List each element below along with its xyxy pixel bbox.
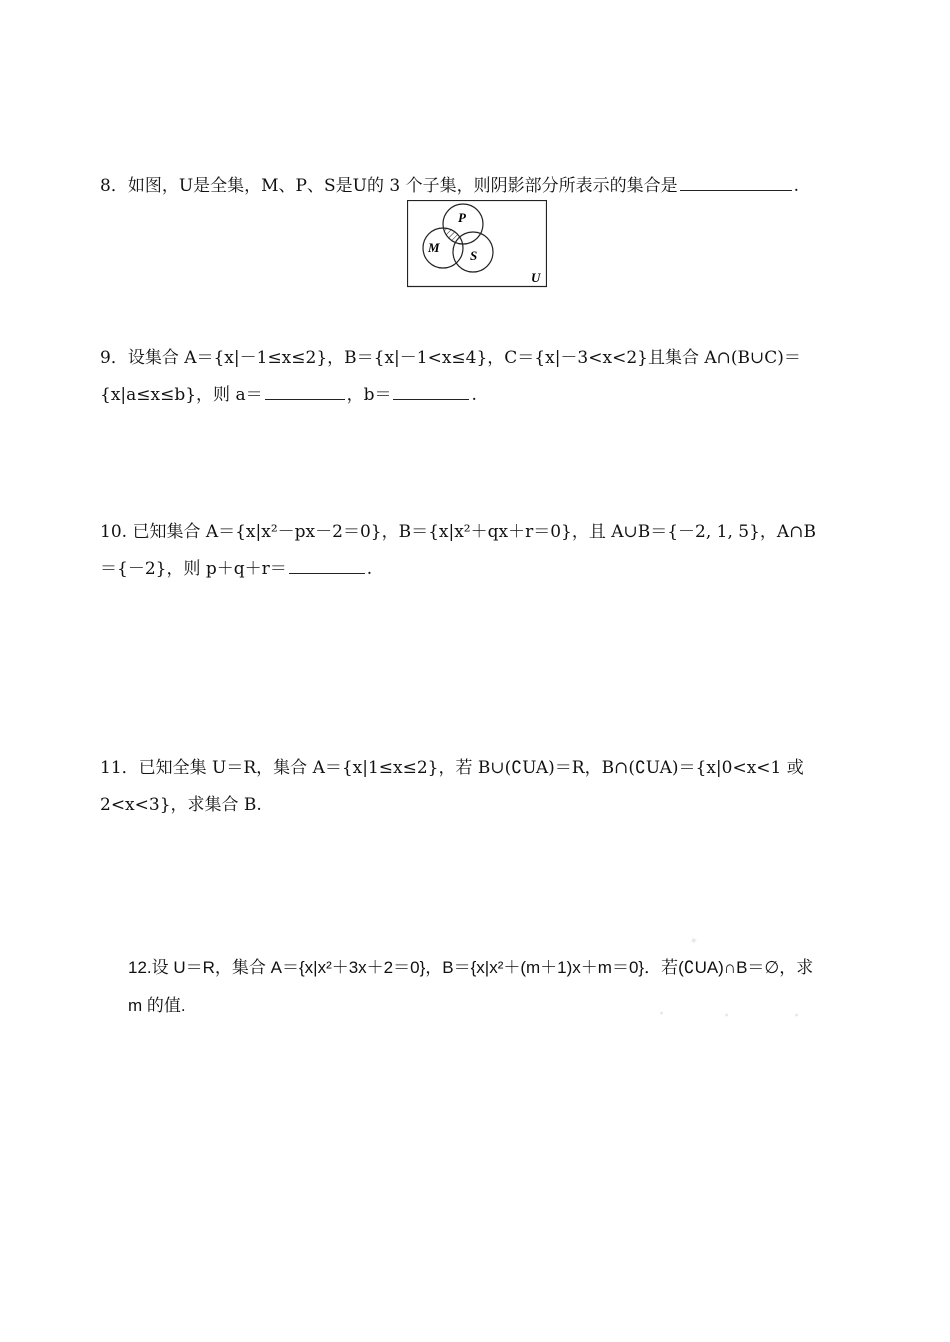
answer-blank [289,557,365,574]
label-u: U [531,270,541,285]
problem-12-line-2: m 的值. [128,996,186,1015]
problem-10-text: ＝{－2}，则 p＋q＋r＝ [100,559,287,579]
answer-blank [680,174,792,191]
label-s: S [470,248,478,263]
problem-8 [100,174,799,198]
answer-blank-a [265,383,345,400]
problem-9-a-text: {x|a≤x≤b}，则 a＝ [100,385,263,405]
problem-9-line-2 [100,383,477,407]
problem-12-line-1: 12.设 U＝R，集合 A＝{x|x²＋3x＋2＝0}，B＝{x|x²＋(m＋1)x＋m＝0}．若(∁UA)∩B＝∅，求 [128,958,814,977]
label-p: P [458,210,466,225]
problem-10-line-1: 10. 已知集合 A＝{x|x²－px－2＝0}，B＝{x|x²＋qx＋r＝0}，且 A∪B＝{－2, 1, 5}，A∩B [100,522,816,542]
problem-11-line-1: 11．已知全集 U＝R，集合 A＝{x|1≤x≤2}，若 B∪(∁UA)＝R，B∩(∁UA)＝{x|0<x<1 或 [100,758,804,778]
problem-9-line-1: 9．设集合 A＝{x|－1≤x≤2}，B＝{x|－1<x≤4}，C＝{x|－3<x<2}且集合 A∩(B∪C)＝ [100,348,801,368]
problem-11-line-2: 2<x<3}，求集合 B. [100,795,262,815]
problem-9-end: . [471,385,477,405]
problem-10-line-2 [100,557,372,581]
problem-9-b-text: ，b＝ [346,385,392,405]
watermark-mark: ▪ [658,1007,666,1020]
answer-blank-b [393,383,469,400]
watermark-mark: ▪ [723,1009,731,1022]
watermark-mark: ▪ [793,1009,801,1022]
problem-8-text: 8．如图，U是全集，M、P、S是U的 3 个子集，则阴影部分所表示的集合是 [100,176,678,196]
watermark-mark: ✦ [688,934,701,949]
venn-diagram [407,200,547,288]
problem-10-end: . [366,559,373,579]
label-m: M [428,240,440,255]
problem-8-end: . [793,176,799,196]
